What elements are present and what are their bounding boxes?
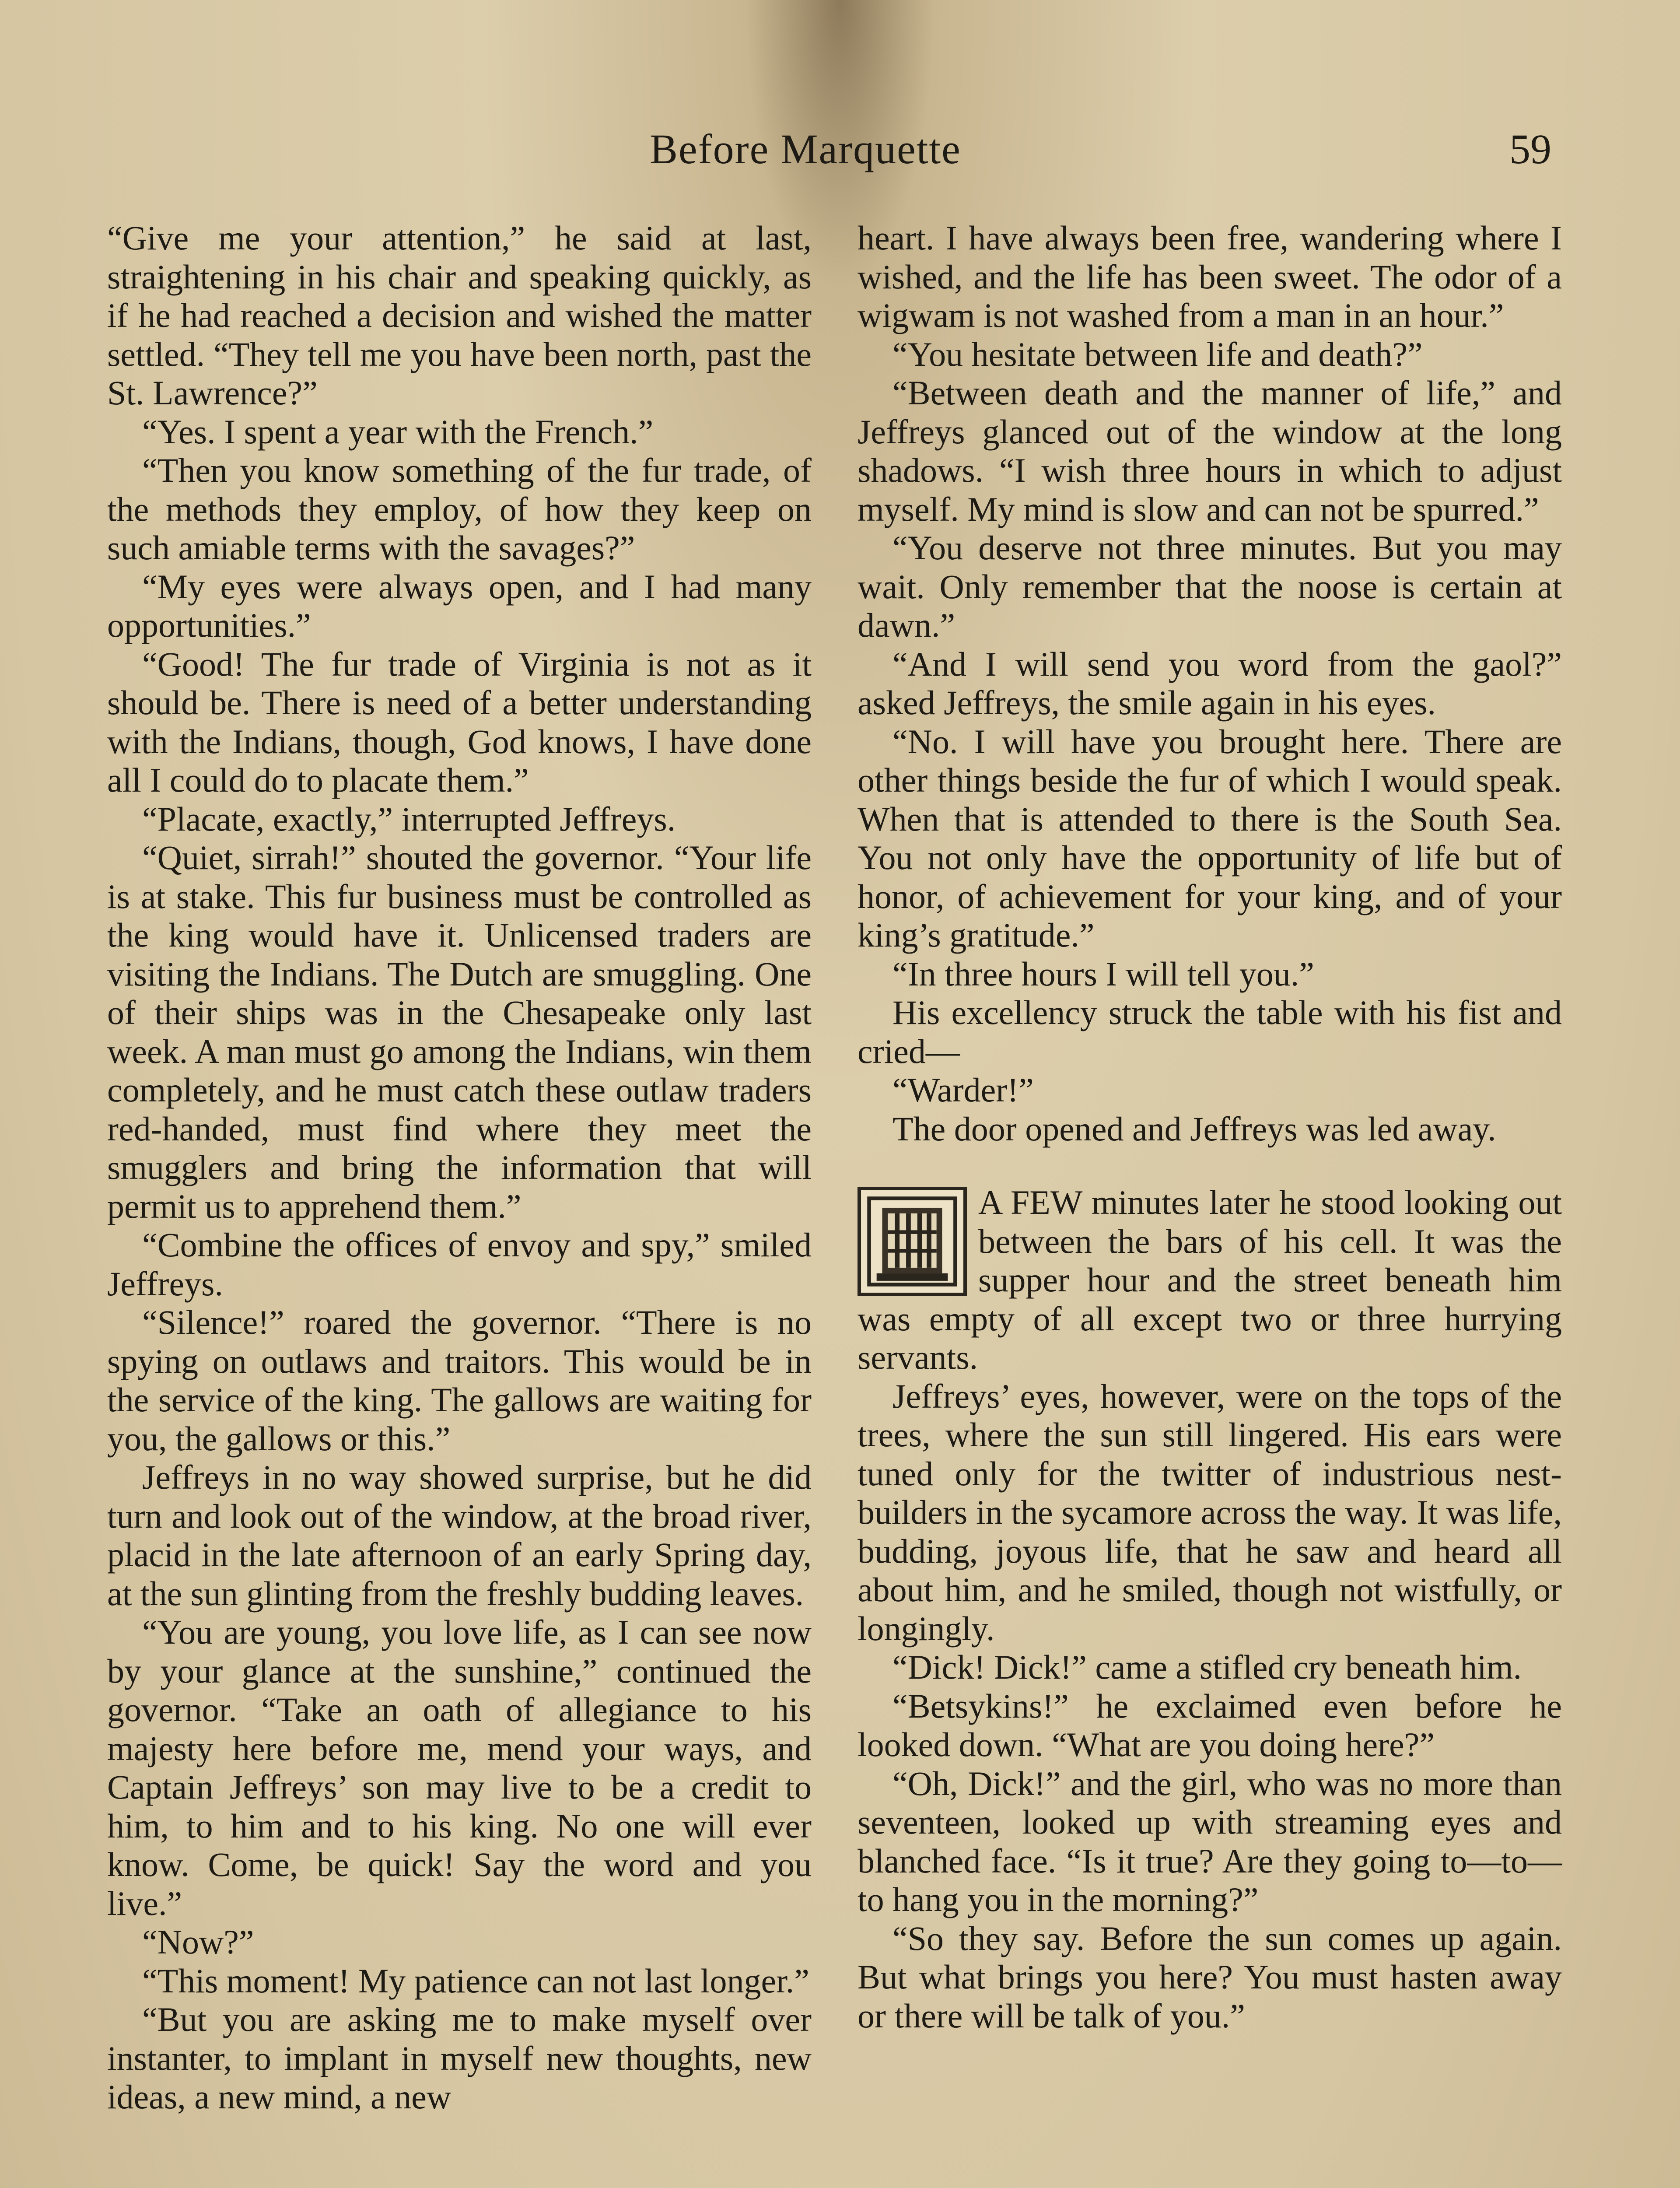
paragraph: “Good! The fur trade of Virginia is not as it should be. There is need of a better understanding with the Indians, though, God knows, I have done all I could do to placate them.” (107, 645, 812, 799)
paragraph: “Yes. I spent a year with the French.” (142, 412, 654, 451)
paragraph: “Then you know something of the fur trade, of the methods they employ, of how they keep on such amiable terms with the savages?” (107, 451, 812, 567)
paragraph: “My eyes were always open, and I had many opportunities.” (107, 567, 812, 644)
paragraph: “Quiet, sirrah!” shouted the governor. “Your life is at stake. This fur business must be controlled as the king would have it. Unlicensed traders are visiting the Indians. The Dutch are smuggling. One of their ships was in the Chesapeake only last week. A man must go among the Indians, win them completely, and he must catch these outlaw traders red-handed, must find where they meet the smugglers and bring the information that will permit us to apprehend them.” (107, 838, 812, 1225)
paragraph: “Give me your attention,” he said at last, straightening in his chair and speaking quickly, as if he had reached a decision and wished the matter settled. “They tell me you have been north, past the St. Lawrence?” (107, 219, 812, 412)
page-number: 59 (1509, 126, 1551, 172)
paragraph: “Combine the offices of envoy and spy,” smiled Jeffreys. (107, 1226, 812, 1303)
paragraph: heart. I have always been free, wandering where I wished, and the life has been sweet. The odor of a wigwam is not washed from a man in an hour.” (858, 219, 1562, 334)
paragraph: “Between death and the manner of life,” and Jeffreys glanced out of the window at the long shadows. “I wish three hours in which to adjust myself. My mind is slow and can not be spurred.” (858, 374, 1562, 528)
left-column (107, 219, 812, 2117)
paragraph: “But you are asking me to make myself over instanter, to implant in myself new thoughts, new ideas, a new mind, a new (107, 2000, 812, 2116)
running-title: Before Marquette (650, 126, 961, 172)
page-header (0, 125, 1680, 182)
paragraph: “In three hours I will tell you.” (892, 954, 1314, 993)
paragraph: “You are young, you love life, as I can see now by your glance at the sunshine,” continued the governor. “Take an oath of allegiance to his majesty here before me, mend your ways, and Captain Jeffreys’ son may live to be a credit to him, to him and to his king. No one will ever know. Come, be quick! Say the word and you live.” (107, 1613, 812, 1922)
paragraph: His excellency struck the table with his fist and cried— (858, 993, 1562, 1070)
section-opening-text: A FEW minutes later he stood looking out between the bars of his cell. It was the supper hour and the street beneath him was empty of all except two or three hurrying servants. (858, 1183, 1562, 1376)
paragraph: “You hesitate between life and death?” (892, 335, 1423, 373)
initial-letter (861, 1256, 963, 1295)
paragraph: “Placate, exactly,” interrupted Jeffreys. (142, 799, 676, 838)
section-opening-paragraph (858, 1183, 1562, 1377)
paragraph: “No. I will have you brought here. There are other things beside the fur of which I would speak. When that is attended to there is the South Sea. You not only have the opportunity of life but of honor, of achievement for your king, and of your king’s gratitude.” (858, 722, 1562, 954)
paragraph: “Silence!” roared the governor. “There is no spying on outlaws and traitors. This would be in the service of the king. The gallows are waiting for you, the gallows or this.” (107, 1303, 812, 1458)
paragraph: The door opened and Jeffreys was led away. (892, 1109, 1496, 1148)
paragraph: “Now?” (142, 1923, 254, 1961)
section-break (858, 1148, 1562, 1183)
paragraph: “Dick! Dick!” came a stifled cry beneath him. (892, 1648, 1522, 1686)
paragraph: “This moment! My patience can not last longer.” (142, 1961, 809, 2000)
paragraph: Jeffreys’ eyes, however, were on the tops of the trees, where the sun still lingered. His ears were tuned only for the twitter of industrious nest-builders in the sycamore across the way. It was life, budding, joyous life, that he saw and heard all about him, and he smiled, though not wistfully, or longingly. (858, 1377, 1562, 1648)
paragraph: “Warder!” (892, 1071, 1034, 1109)
paragraph: “You deserve not three minutes. But you may wait. Only remember that the noose is certain at dawn.” (858, 529, 1562, 644)
paragraph: “So they say. Before the sun comes up again. But what brings you here? You must hasten away or there will be talk of you.” (858, 1919, 1562, 2035)
paragraph: “And I will send you word from the gaol?” asked Jeffreys, the smile again in his eyes. (858, 645, 1562, 722)
paragraph: “Betsykins!” he exclaimed even before he looked down. “What are you doing here?” (858, 1687, 1562, 1764)
paragraph: “Oh, Dick!” and the girl, who was no more than seventeen, looked up with streaming eyes and blanched face. “Is it true? Are they going to—to—to hang you in the morning?” (858, 1764, 1562, 1918)
paragraph: Jeffreys in no way showed surprise, but he did turn and look out of the window, at the broad river, placid in the late afternoon of an early Spring day, at the sun glinting from the freshly budding leaves. (107, 1458, 812, 1613)
right-column (858, 219, 1562, 2035)
barred-window-initial-icon (858, 1187, 967, 1296)
